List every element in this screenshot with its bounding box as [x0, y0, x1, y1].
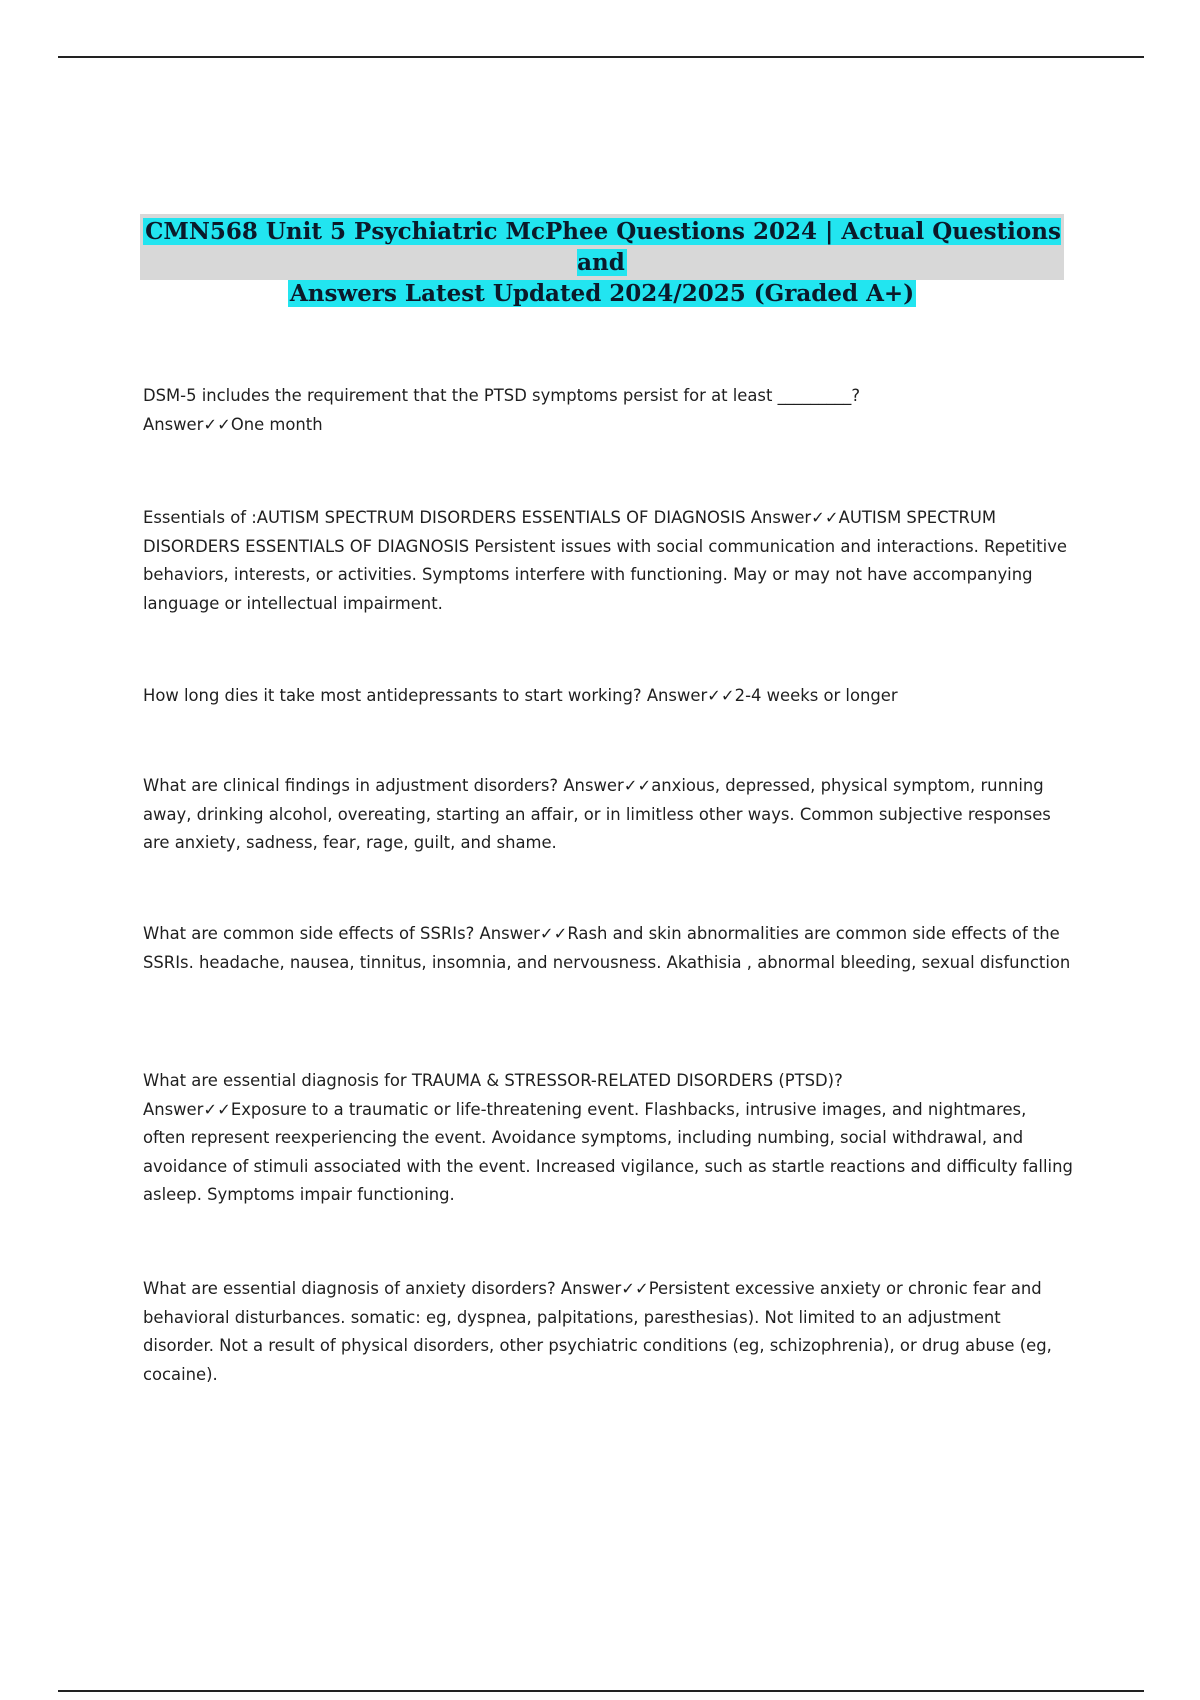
- qa-item: [143, 920, 1073, 977]
- qa-item: [143, 682, 1073, 711]
- title-line-1: CMN568 Unit 5 Psychiatric McPhee Questions 2024 | Actual Questions and: [145, 218, 1061, 276]
- title-line-2: Answers Latest Updated 2024/2025 (Graded A+): [289, 280, 915, 307]
- answer-marker: Answer✓✓: [479, 924, 568, 943]
- document-title: [140, 214, 1064, 307]
- qa-item: [143, 382, 1073, 439]
- question-text: What are essential diagnosis of anxiety disorders?: [143, 1279, 556, 1298]
- question-text: Essentials of :AUTISM SPECTRUM DISORDERS ESSENTIALS OF DIAGNOSIS: [143, 508, 746, 527]
- qa-item: [143, 1275, 1073, 1389]
- question-text: DSM-5 includes the requirement that the PTSD symptoms persist for at least _________?: [143, 386, 861, 405]
- question-text: How long dies it take most antidepressants to start working?: [143, 686, 642, 705]
- question-text: What are clinical findings in adjustment disorders?: [143, 776, 559, 795]
- question-text: What are essential diagnosis for TRAUMA & STRESSOR-RELATED DISORDERS (PTSD)?: [143, 1071, 843, 1090]
- answer-text: Rash and skin abnormalities are common side effects of the SSRIs. headache, nausea, tinnitus, insomnia, and nervousness. Akathisia , abnormal bleeding, sexual disfunction: [143, 924, 1071, 972]
- top-rule: [58, 56, 1144, 58]
- qa-item: [143, 772, 1073, 858]
- qa-item: [143, 1067, 1079, 1210]
- answer-text: anxious, depressed, physical symptom, running away, drinking alcohol, overeating, starting an affair, or in limitless other ways. Common subjective responses are anxiety, sadness, fear, rage, guilt, and shame.: [143, 776, 1057, 852]
- answer-text: Exposure to a traumatic or life-threatening event. Flashbacks, intrusive images, and nightmares, often represent reexperiencing the event. Avoidance symptoms, including numbing, social withdrawal, and avoidance of stimuli associated with the event. Increased vigilance, such as startle reactions and difficulty falling asleep. Symptoms impair functioning.: [143, 1099, 1079, 1204]
- answer-text: One month: [230, 414, 323, 434]
- answer-marker: Answer✓✓: [143, 1099, 231, 1119]
- qa-item: [143, 504, 1073, 618]
- answer-marker: Answer✓✓: [750, 508, 839, 527]
- question-text: What are common side effects of SSRIs?: [143, 924, 475, 943]
- answer-text: Persistent excessive anxiety or chronic fear and behavioral disturbances. somatic: eg, dyspnea, palpitations, paresthesias). Not limited to an adjustment disorder. Not a result of physical disorders, other psychiatric conditions (eg, schizophrenia), or drug abuse (eg, cocaine).: [143, 1279, 1058, 1384]
- answer-marker: Answer✓✓: [563, 776, 652, 795]
- answer-marker: Answer✓✓: [143, 414, 231, 434]
- answer-marker: Answer✓✓: [646, 686, 735, 705]
- answer-text: AUTISM SPECTRUM DISORDERS ESSENTIALS OF DIAGNOSIS Persistent issues with social communication and interactions. Repetitive behaviors, interests, or activities. Symptoms interfere with functioning. May or may not have accompanying language or intellectual impairment.: [143, 508, 1073, 613]
- answer-marker: Answer✓✓: [560, 1279, 649, 1298]
- bottom-rule: [58, 1690, 1144, 1692]
- answer-text: 2-4 weeks or longer: [734, 686, 898, 705]
